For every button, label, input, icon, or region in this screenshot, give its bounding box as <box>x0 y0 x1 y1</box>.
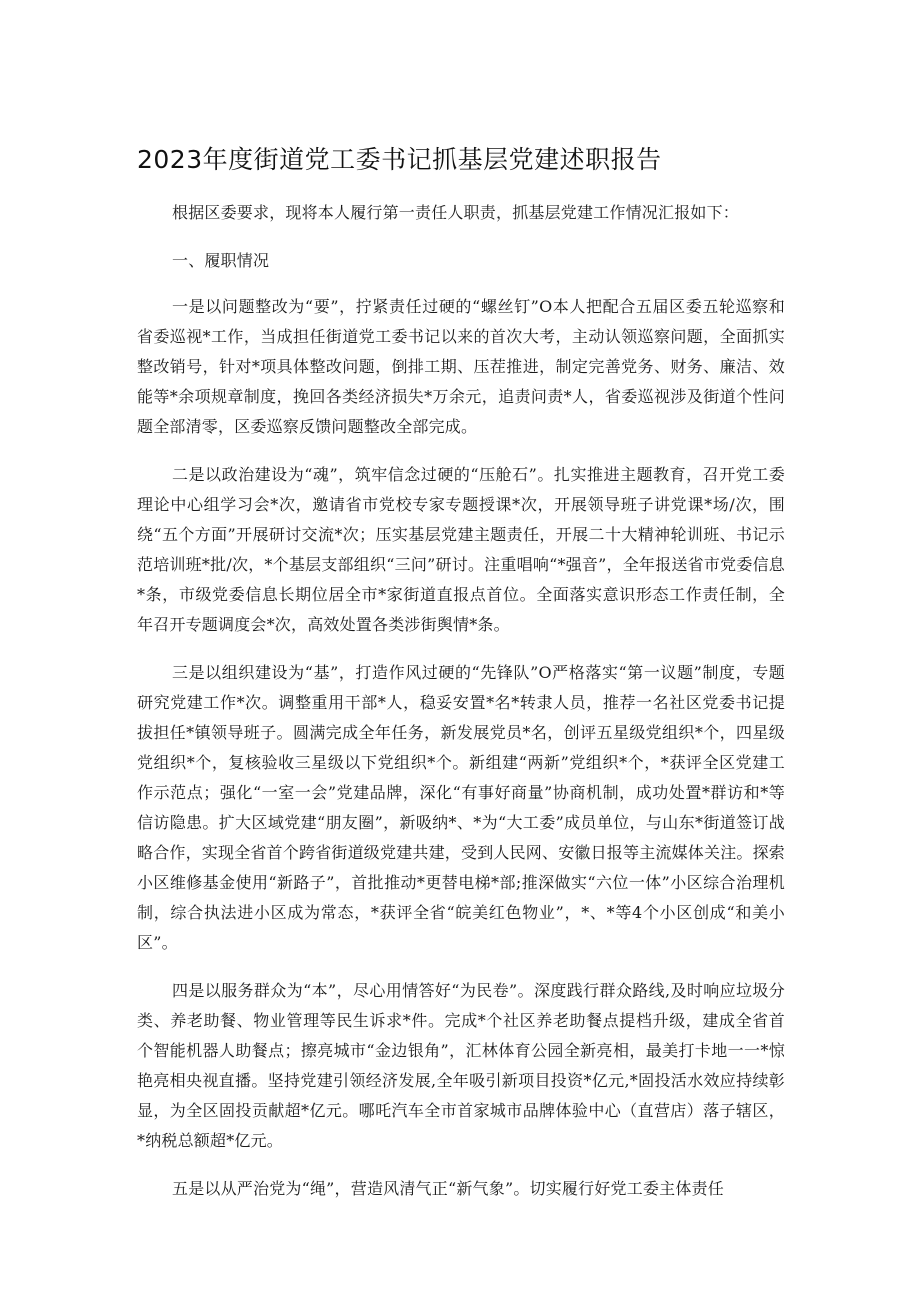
intro-paragraph: 根据区委要求，现将本人履行第一责任人职责，抓基层党建工作情况汇报如下： <box>172 203 740 222</box>
paragraph-serving-people: 四是以服务群众为“本”，尽心用情答好“为民卷”。深度践行群众路线,及时响应垃圾分类、养老助餐、物业管理等民生诉求*件。完成*个社区养老助餐点提档升级，建成全省首个智能机器人助餐点；擦亮城市“金边银角”，汇林体育公园全新亮相，最美打卡地一一*惊艳亮相央视直播。坚持党建引领经济发展,全年吸引新项目投资*亿元,*固投活水效应持续彰显，为全区固投贡献超*亿元。哪吒汽车全市首家城市品牌体验中心（直营店）落子辖区，*纳税总额超*亿元。 <box>137 981 785 1150</box>
document-body <box>137 198 785 1222</box>
section-heading: 一、履职情况 <box>172 251 270 270</box>
document-title: 2023年度街道党工委书记抓基层党建述职报告 <box>137 145 662 174</box>
paragraph-organization-construction: 三是以组织建设为“基”，打造作风过硬的“先锋队”O严格落实“第一议题”制度，专题研究党建工作*次。调整重用干部*人，稳妥安置*名*转隶人员，推荐一名社区党委书记提拔担任*镇领导班子。圆满完成全年任务，新发展党员*名，创评五星级党组织*个，四星级党组织*个，复核验收三星级以下党组织*个。新组建“两新”党组织*个，*获评全区党建工作示范点；强化“一室一会”党建品牌，深化“有事好商量”协商机制，成功处置*群访和*等信访隐患。扩大区域党建“朋友圈”，新吸纳*、*为“大工委”成员单位，与山东*街道签订战略合作，实现全省首个跨省街道级党建共建，受到人民网、安徽日报等主流媒体关注。探索小区维修基金使用“新路子”，首批推动*更替电梯*部;推深做实“六位一体”小区综合治理机制，综合执法进小区成为常态，*获评全省“皖美红色物业”，*、*等4个小区创成“和美小区”。 <box>137 663 786 952</box>
paragraph-strict-governance: 五是以从严治党为“绳”，营造风清气正“新气象”。切实履行好党工委主体责任 <box>172 1179 724 1198</box>
paragraph-political-construction: 二是以政治建设为“魂”，筑牢信念过硬的“压舱石”。扎实推进主题教育，召开党工委理论中心组学习会*次，邀请省市党校专家专题授课*次，开展领导班子讲党课*场/次，围绕“五个方面”开展研讨交流*次；压实基层党建主题责任，开展二十大精神轮训班、书记示范培训班*批/次，*个基层支部组织“三问”研讨。注重唱响“*强音”，全年报送省市党委信息*条，市级党委信息长期位居全市*家街道直报点首位。全面落实意识形态工作责任制，全年召开专题调度会*次，高效处置各类涉街舆情*条。 <box>137 465 785 634</box>
paragraph-problem-rectification: 一是以问题整改为“要”，拧紧责任过硬的“螺丝钉”O本人把配合五届区委五轮巡察和省委巡视*工作，当成担任街道党工委书记以来的首次大考，主动认领巡察问题，全面抓实整改销号，针对*项具体整改问题，倒排工期、压茬推进，制定完善党务、财务、廉洁、效能等*余项规章制度，挽回各类经济损失*万余元，追责问责*人，省委巡视涉及街道个性问题全部清零，区委巡察反馈问题整改全部完成。 <box>137 297 785 436</box>
